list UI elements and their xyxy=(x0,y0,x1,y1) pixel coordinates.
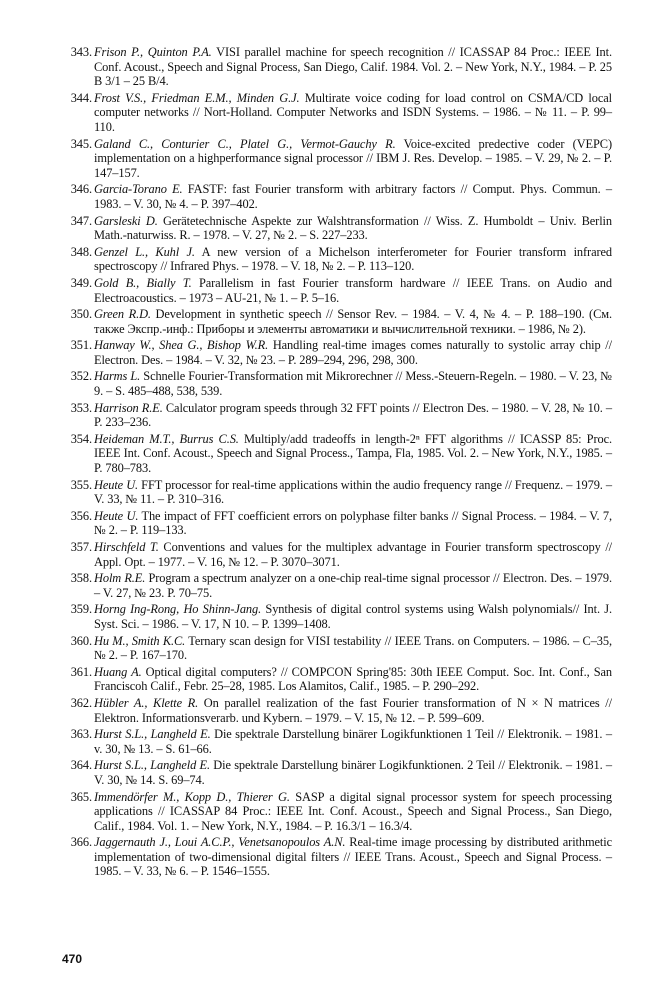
reference-text: Die spektrale Darstellung binärer Logikfunktionen 1 Teil // Elektronik. – 1981. – v. 30, № 13. – S. 61–66. xyxy=(94,727,612,756)
reference-list xyxy=(52,45,612,881)
reference-entry xyxy=(52,91,612,135)
reference-number: 359. xyxy=(70,602,92,617)
reference-number: 366. xyxy=(70,835,92,850)
reference-text: VISI parallel machine for speech recognition // ICASSAP 84 Proc.: IEEE Int. Conf. Acoust., Speech and Signal Process, San Diego, Calif. 1984. Vol. 2. – New York, N.Y., 1984. – P. 25 B 3/1 – 25 B/4. xyxy=(94,45,612,89)
reference-authors: Huang A. xyxy=(94,664,142,679)
reference-authors: Jaggernauth J., Loui A.C.P., Venetsanopoulos A.N. xyxy=(94,835,346,850)
reference-authors: Hurst S.L., Langheld E. xyxy=(94,727,211,742)
reference-authors: Genzel L., Kuhl J. xyxy=(94,244,195,259)
reference-authors: Horng Ing-Rong, Ho Shinn-Jang. xyxy=(94,602,262,617)
reference-entry xyxy=(52,540,612,569)
reference-entry xyxy=(52,45,612,89)
reference-authors: Frost V.S., Friedman E.M., Minden G.J. xyxy=(94,90,300,105)
reference-authors: Garsleski D. xyxy=(94,213,158,228)
reference-text: Real-time image processing by distributed arithmetic implementation of two-dimensional digital filters // IEEE Trans. Acoust., Speech and Signal Process. – 1985. – V. 33, № 6. – P. 1546–1555. xyxy=(94,835,613,879)
reference-text: Schnelle Fourier-Transformation mit Mikrorechner // Mess.-Steuern-Regeln. – 1980. – V. 23, № 9. – S. 485–488, 538, 539. xyxy=(94,369,612,399)
reference-number: 344. xyxy=(70,90,92,105)
reference-authors: Hirschfeld T. xyxy=(94,540,159,554)
reference-authors: Galand C., Conturier C., Platel G., Vermot-Gauchy R. xyxy=(94,136,396,151)
reference-number: 351. xyxy=(70,338,92,353)
reference-entry xyxy=(52,432,612,476)
reference-entry xyxy=(52,338,612,367)
reference-text: Multirate voice coding for load control on CSMA/CD local computer networks // Nort-Holland. Computer Networks and ISDN Systems. – 1986. – № 11. – P. 99–110. xyxy=(94,90,612,134)
page-number: 470 xyxy=(62,952,83,966)
reference-entry xyxy=(52,696,612,725)
reference-authors: Harrison R.E. xyxy=(94,400,163,415)
reference-text: Synthesis of digital control systems using Walsh polynomials// Int. J. Syst. Sci. – 1986. – V. 17, N 10. – P. 1399–1408. xyxy=(94,602,612,631)
reference-authors: Hu M., Smith K.C. xyxy=(94,633,186,648)
reference-entry xyxy=(52,245,612,274)
reference-entry xyxy=(52,790,612,834)
reference-authors: Gold B., Bially T. xyxy=(94,275,192,290)
reference-text: Parallelism in fast Fourier transform hardware // IEEE Trans. on Audio and Electroacoustics. – 1973 – AU-21, № 1. – P. 5–16. xyxy=(94,275,613,305)
reference-entry xyxy=(52,602,612,631)
reference-number: 349. xyxy=(70,275,92,290)
reference-text: Program a spectrum analyzer on a one-chip real-time signal processor // Electron. Des. – 1979. – V. 27, № 23. P. 70–75. xyxy=(94,571,612,600)
reference-text: Development in synthetic speech // Sensor Rev. – 1984. – V. 4, № 4. – P. 188–190. (См. также Экспр.-инф.: Приборы и элементы автоматики и вычислительной техники. – 1986, № 2). xyxy=(94,307,612,336)
reference-entry xyxy=(52,634,612,663)
reference-entry xyxy=(52,369,612,398)
reference-text: SASP a digital signal processor system for speech processing applications // ICASSAP 84 Proc.: IEEE Int. Conf. Acoust., Speech and Signal Process., San Diego, Calif., 1984. Vol. 1. – New York, N.Y., 1984. – P. 16.3/1 – 16.3/4. xyxy=(94,789,612,833)
reference-text: Calculator program speeds through 32 FFT points // Electron Des. – 1980. – V. 28, № 10. – P. 233–236. xyxy=(94,400,612,430)
reference-entry xyxy=(52,835,612,879)
reference-number: 360. xyxy=(70,633,92,648)
reference-entry xyxy=(52,401,612,430)
reference-text: FFT processor for real-time applications within the audio frequency range // Frequenz. – 1979. – V. 33, № 11. – P. 310–316. xyxy=(94,477,612,507)
reference-entry xyxy=(52,276,612,305)
reference-text: Gerätetechnische Aspekte zur Walshtransformation // Wiss. Z. Humboldt – Univ. Berlin Math.-naturwiss. R. – 1978. – V. 27, № 2. – S. 227–233. xyxy=(94,213,612,243)
reference-number: 346. xyxy=(70,182,92,197)
reference-text: FASTF: fast Fourier transform with arbitrary factors // Comput. Phys. Commun. – 1983. – V. 30, № 4. – P. 397–402. xyxy=(94,182,612,211)
reference-text: Handling real-time images comes naturally to systolic array chip // Electron. Des. – 1984. – V. 32, № 23. – P. 289–294, 296, 298, 300. xyxy=(94,338,612,367)
reference-authors: Green R.D. xyxy=(94,307,151,322)
reference-authors: Heute U. xyxy=(94,477,139,492)
reference-number: 350. xyxy=(70,307,92,322)
reference-number: 345. xyxy=(70,136,92,151)
reference-number: 363. xyxy=(70,727,92,742)
reference-entry xyxy=(52,182,612,211)
reference-text: Die spektrale Darstellung binärer Logikfunktionen. 2 Teil // Elektronik. – 1981. – V. 30, № 14. S. 69–74. xyxy=(94,758,612,787)
reference-entry xyxy=(52,665,612,694)
reference-authors: Hübler A., Klette R. xyxy=(94,695,199,710)
reference-number: 352. xyxy=(70,369,92,384)
reference-number: 365. xyxy=(70,789,92,804)
reference-entry xyxy=(52,137,612,181)
reference-text: Optical digital computers? // COMPCON Spring'85: 30th IEEE Comput. Soc. Int. Conf., San Franciscoh Calif., Febr. 25–28, 1985. Los Alamitos, Calif., 1985. – P. 290–292. xyxy=(94,664,612,694)
reference-text: Multiply/add tradeoffs in length-2ⁿ FFT algorithms // ICASSP 85: Proc. IEEE Int. Conf. Acoust., Speech and Signal Process., Tampa, Fla, 1985. Vol. 2. – New York, N.Y., 1985. – P. 780–783. xyxy=(94,431,612,476)
reference-number: 357. xyxy=(70,540,92,554)
reference-number: 354. xyxy=(70,431,92,446)
reference-number: 343. xyxy=(70,45,92,59)
reference-number: 353. xyxy=(70,400,92,415)
reference-number: 356. xyxy=(70,508,92,523)
reference-number: 347. xyxy=(70,213,92,228)
reference-authors: Heute U. xyxy=(94,508,139,523)
reference-number: 362. xyxy=(70,695,92,710)
reference-entry xyxy=(52,509,612,538)
reference-authors: Hanway W., Shea G., Bishop W.R. xyxy=(94,338,269,353)
reference-number: 355. xyxy=(70,477,92,492)
reference-number: 348. xyxy=(70,244,92,259)
reference-text: Conventions and values for the multiplex advantage in Fourier transform spectroscopy // Appl. Opt. – 1977. – V. 16, № 12. – P. 3070–3071. xyxy=(94,540,613,569)
reference-authors: Frison P., Quinton P.A. xyxy=(94,45,212,59)
reference-authors: Harms L. xyxy=(94,369,141,384)
reference-entry xyxy=(52,727,612,756)
reference-number: 364. xyxy=(70,758,92,773)
reference-entry xyxy=(52,214,612,243)
reference-authors: Heideman M.T., Burrus C.S. xyxy=(94,431,239,446)
reference-entry xyxy=(52,758,612,787)
reference-authors: Holm R.E. xyxy=(94,571,146,586)
reference-entry xyxy=(52,307,612,336)
reference-number: 361. xyxy=(70,664,92,679)
reference-text: A new version of a Michelson interferometer for Fourier transform infrared spectroscopy // Infrared Phys. – 1978. – V. 18, № 2. – P. 113–120. xyxy=(94,244,612,274)
reference-text: Voice-excited predective coder (VEPC) implementation on a highperformance signal processor // IBM J. Res. Develop. – 1985. – V. 29, № 2. – P. 147–157. xyxy=(94,136,612,180)
reference-text: Ternary scan design for VISI testability // IEEE Trans. on Computers. – 1986. – C–35, № 2. – P. 167–170. xyxy=(94,633,612,663)
reference-authors: Hurst S.L., Langheld E. xyxy=(94,758,210,773)
reference-text: On parallel realization of the fast Fourier transformation of N × N matrices // Elektron. Informationsverarb. und Kybern. – 1979. – V. 15, № 12. – P. 599–609. xyxy=(94,695,612,725)
reference-authors: Immendörfer M., Kopp D., Thierer G. xyxy=(94,789,290,804)
reference-entry xyxy=(52,571,612,600)
reference-authors: Garcia-Torano E. xyxy=(94,182,183,197)
reference-number: 358. xyxy=(70,571,92,586)
reference-entry xyxy=(52,478,612,507)
reference-text: The impact of FFT coefficient errors on polyphase filter banks // Signal Process. – 1984. – V. 7, № 2. – P. 119–133. xyxy=(94,508,612,538)
